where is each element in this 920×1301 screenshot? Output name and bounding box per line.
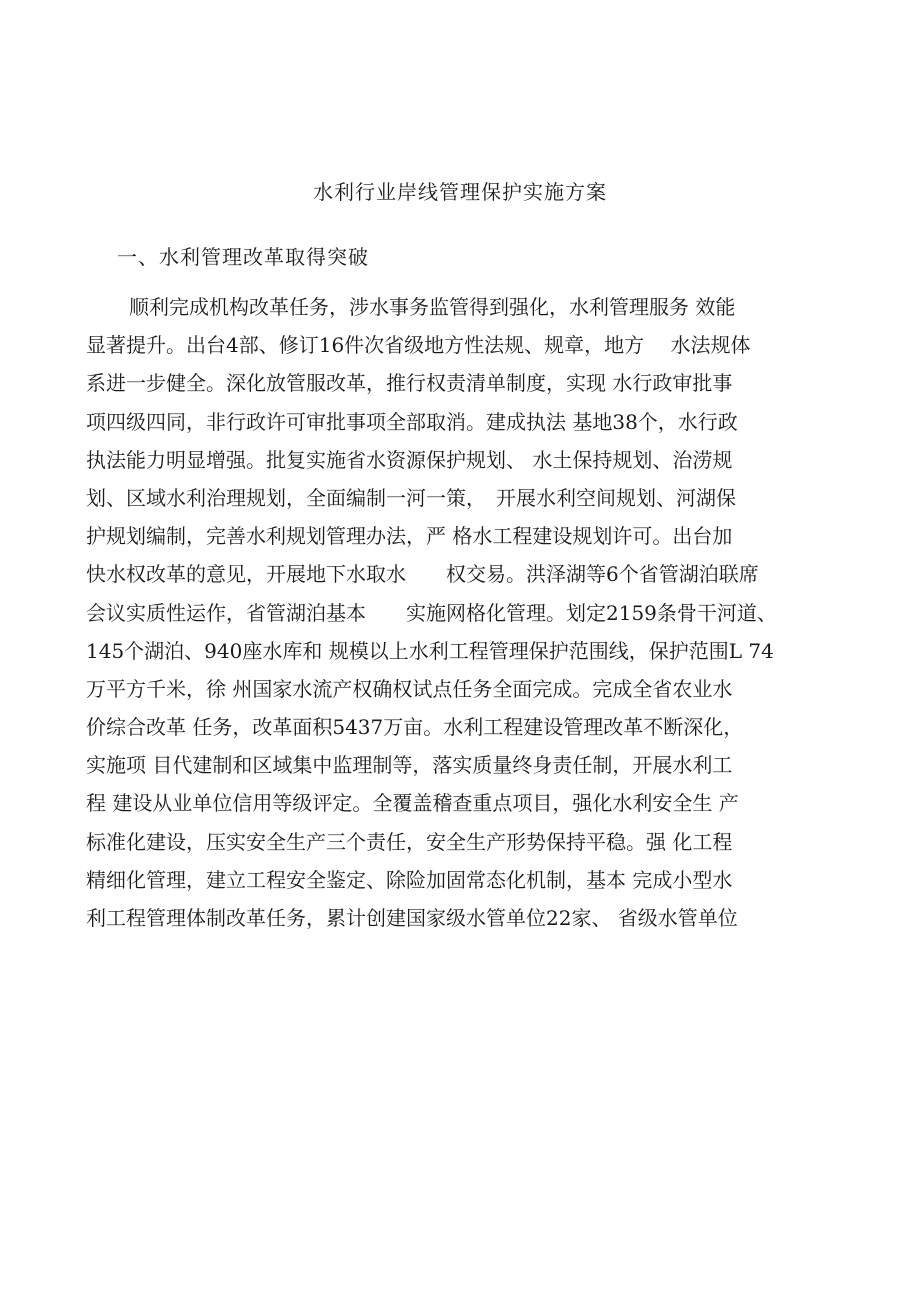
paragraph-line: 显著提升。出台4部、修订16件次省级地方性法规、规章，地方 水法规体 xyxy=(86,333,751,358)
paragraph-line: 145个湖泊、940座水库和 规模以上水利工程管理保护范围线，保护范围L 74 xyxy=(86,638,774,663)
paragraph-line: 标准化建设，压实安全生产三个责任，安全生产形势保持平稳。强 化工程 xyxy=(86,829,733,854)
paragraph-line: 万平方千米，徐 州国家水流产权确权试点任务全面完成。完成全省农业水 xyxy=(86,676,733,701)
section-heading: 一、水利管理改革取得突破 xyxy=(117,245,369,269)
document-title: 水利行业岸线管理保护实施方案 xyxy=(313,180,607,204)
paragraph-line: 利工程管理体制改革任务，累计创建国家级水管单位22家、 省级水管单位 xyxy=(86,906,738,930)
paragraph-line: 护规划编制，完善水利规划管理办法，严 格水工程建设规划许可。出台加 xyxy=(86,524,733,549)
paragraph-line: 快水权改革的意见，开展地下水取水 权交易。洪泽湖等6个省管湖泊联席 xyxy=(86,562,759,587)
paragraph-line: 精细化管理，建立工程安全鉴定、除险加固常态化机制，基本 完成小型水 xyxy=(86,867,733,892)
body-paragraph xyxy=(86,288,846,937)
paragraph-line: 会议实质性运作，省管湖泊基本 实施网格化管理。划定2159条骨干河道、 xyxy=(86,600,777,625)
paragraph-line: 划、区域水利治理规划，全面编制一河一策， 开展水利空间规划、河湖保 xyxy=(86,485,736,510)
paragraph-line: 项四级四同，非行政许可审批事项全部取消。建成执法 基地38个，水行政 xyxy=(86,409,738,434)
paragraph-line: 实施项 目代建制和区域集中监理制等，落实质量终身责任制，开展水利工 xyxy=(86,753,733,778)
paragraph-line: 价综合改革 任务，改革面积5437万亩。水利工程建设管理改革不断深化， xyxy=(86,715,744,740)
paragraph-line: 系进一步健全。深化放管服改革，推行权责清单制度，实现 水行政审批事 xyxy=(86,371,733,396)
paragraph-line: 顺利完成机构改革任务，涉水事务监管得到强化，水利管理服务 效能 xyxy=(129,295,736,319)
paragraph-line: 程 建设从业单位信用等级评定。全覆盖稽查重点项目，强化水利安全生 产 xyxy=(86,791,739,816)
paragraph-line: 执法能力明显增强。批复实施省水资源保护规划、 水土保持规划、治涝规 xyxy=(86,447,733,472)
